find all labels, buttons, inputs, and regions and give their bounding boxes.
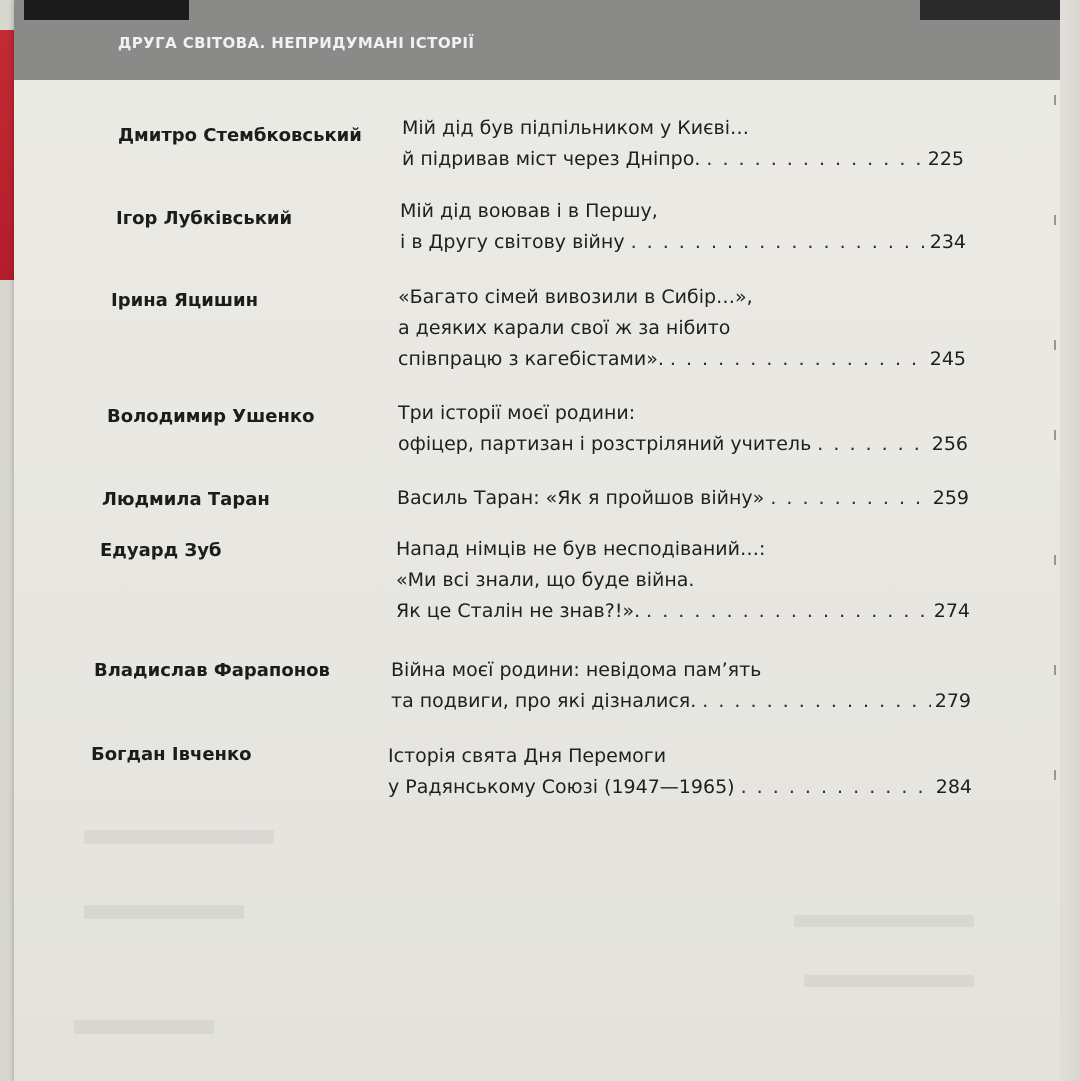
toc-title-line: Мій дід воював і в Першу, bbox=[400, 200, 658, 222]
toc-author: Ігор Лубківський bbox=[116, 208, 293, 229]
dot-leader bbox=[741, 772, 932, 803]
toc-last-line bbox=[400, 227, 966, 258]
toc-last-line bbox=[388, 772, 972, 803]
toc-author: Богдан Івченко bbox=[91, 744, 252, 765]
toc-title-line: Три історії моєї родини: bbox=[398, 402, 636, 424]
toc-title-line: у Радянському Союзі (1947—1965) bbox=[388, 776, 735, 798]
binding-stitch bbox=[1054, 215, 1056, 225]
dot-leader bbox=[702, 686, 930, 717]
toc-title bbox=[396, 534, 970, 627]
dot-leader bbox=[817, 429, 927, 460]
header-black-block-left bbox=[24, 0, 189, 20]
toc-page-number: 259 bbox=[932, 487, 969, 509]
toc-title-line: «Багато сімей вивозили в Сибір…», bbox=[398, 286, 753, 308]
header-band bbox=[14, 0, 1060, 80]
toc-title-line: Як це Сталін не знав?!». bbox=[396, 600, 641, 622]
toc-title-line: й підривав міст через Дніпро. bbox=[402, 148, 701, 170]
toc-page-number: 225 bbox=[927, 148, 964, 170]
header-black-block-right bbox=[920, 0, 1060, 20]
book-page bbox=[14, 0, 1060, 1081]
toc-title-line: Василь Таран: «Як я пройшов війну» bbox=[397, 487, 765, 509]
toc-last-line bbox=[398, 344, 966, 375]
dot-leader bbox=[670, 344, 926, 375]
toc-last-line bbox=[391, 686, 971, 717]
binding-stitch bbox=[1054, 340, 1056, 350]
toc-page-number: 245 bbox=[929, 348, 966, 370]
toc-last-line bbox=[397, 483, 969, 514]
toc-title bbox=[397, 483, 969, 514]
toc-author: Владислав Фарапонов bbox=[94, 660, 330, 681]
bleed-through-mark bbox=[74, 1020, 214, 1034]
running-head: ДРУГА СВІТОВА. НЕПРИДУМАНІ ІСТОРІЇ bbox=[118, 34, 475, 52]
dot-leader bbox=[631, 227, 926, 258]
dot-leader bbox=[770, 483, 928, 514]
toc-page-number: 256 bbox=[931, 433, 968, 455]
toc-author: Ірина Яцишин bbox=[111, 290, 259, 311]
toc-page-number: 274 bbox=[933, 600, 970, 622]
toc-title bbox=[398, 398, 968, 460]
toc-author: Людмила Таран bbox=[102, 489, 270, 510]
bleed-through-mark bbox=[84, 830, 274, 844]
toc-author: Володимир Ушенко bbox=[107, 406, 315, 427]
toc-author: Едуард Зуб bbox=[100, 540, 222, 561]
toc-title-line: і в Другу світову війну bbox=[400, 231, 625, 253]
toc-title-line: Напад німців не був несподіваний…: bbox=[396, 538, 766, 560]
bleed-through-mark bbox=[84, 905, 244, 919]
toc-title-line: Мій дід був підпільником у Києві… bbox=[402, 117, 750, 139]
toc-title bbox=[402, 113, 964, 175]
toc-title bbox=[400, 196, 966, 258]
toc-title bbox=[398, 282, 966, 375]
toc-title-line: та подвиги, про які дізналися. bbox=[391, 690, 697, 712]
toc-title-line: співпрацю з кагебістами». bbox=[398, 348, 664, 370]
toc-title bbox=[388, 741, 972, 803]
dot-leader bbox=[646, 596, 930, 627]
toc-last-line bbox=[396, 596, 970, 627]
toc-page-number: 284 bbox=[935, 776, 972, 798]
toc-title-line: офіцер, партизан і розстріляний учитель bbox=[398, 433, 812, 455]
binding-stitch bbox=[1054, 665, 1056, 675]
toc-last-line bbox=[402, 144, 964, 175]
binding-stitch bbox=[1054, 95, 1056, 105]
binding-stitch bbox=[1054, 430, 1056, 440]
bleed-through-mark bbox=[804, 975, 974, 987]
binding-stitch bbox=[1054, 770, 1056, 780]
binding-stitch bbox=[1054, 555, 1056, 565]
toc-title-line: «Ми всі знали, що буде війна. bbox=[396, 569, 695, 591]
toc-last-line bbox=[398, 429, 968, 460]
toc-title-line: Історія свята Дня Перемоги bbox=[388, 745, 667, 767]
dot-leader bbox=[706, 144, 923, 175]
toc-page-number: 279 bbox=[934, 690, 971, 712]
toc-title bbox=[391, 655, 971, 717]
toc-title-line: а деяких карали свої ж за нібито bbox=[398, 317, 731, 339]
toc-title-line: Війна моєї родини: невідома пам’ять bbox=[391, 659, 762, 681]
toc-page-number: 234 bbox=[929, 231, 966, 253]
toc-author: Дмитро Стембковський bbox=[118, 125, 362, 146]
bleed-through-mark bbox=[794, 915, 974, 927]
